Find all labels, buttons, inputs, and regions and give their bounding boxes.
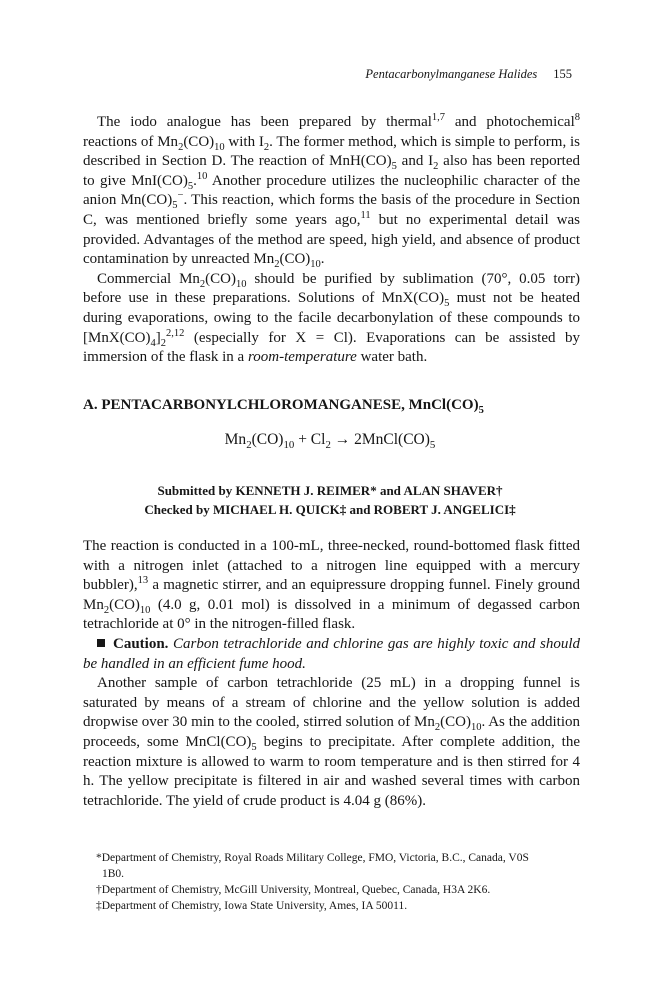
subscript: 4: [150, 337, 156, 349]
text-run: but no experimental detail was provided. Advantages of the method are speed, high yield, and absence of product contamination by unreacted Mn: [83, 211, 581, 268]
footnote-1: *Department of Chemistry, Royal Roads Military College, FMO, Victoria, B.C., Canada, V0S: [96, 852, 529, 864]
procedure-paragraph-1: [83, 537, 580, 635]
subscript: 5: [251, 741, 257, 753]
subscript: 5: [187, 180, 194, 192]
text-run: begins to precipitate. After complete addition, the reaction mixture is allowed to warm to room temperature and is then stirred for 4 h. The yellow precipitate is filtered in air and washed several times with carbon tetrachloride. The yield of crude product is 4.04 g (86%).: [83, 733, 580, 809]
reference-marker: 10: [196, 170, 208, 182]
text-run: (CO): [440, 714, 471, 731]
emphasis: room-temperature: [247, 349, 357, 366]
checked-by: Checked by MICHAEL H. QUICK‡ and ROBERT J. ANGELICI‡: [144, 502, 516, 517]
text-run: The iodo analogue has been prepared by thermal: [97, 114, 432, 130]
subscript: 10: [235, 278, 247, 290]
procedure-paragraph-2: [83, 674, 580, 811]
text-run: water bath.: [356, 349, 428, 366]
reference-marker: 2,12: [166, 327, 185, 339]
text-run: Another procedure utilizes the nucleophilic character of the anion Mn(CO): [83, 172, 580, 209]
subscript: 5: [172, 200, 178, 212]
intro-section: [83, 113, 580, 368]
submitted-by: Submitted by KENNETH J. REIMER* and ALAN SHAVER†: [157, 483, 503, 498]
text-run: and photochemical: [445, 114, 575, 130]
text-run: Commercial Mn: [97, 270, 200, 287]
text-run: with I: [224, 133, 264, 150]
text-run: ]: [155, 329, 161, 346]
text-run: (CO): [109, 596, 140, 613]
text-run: (CO): [279, 251, 311, 268]
text-run: (CO): [183, 133, 215, 150]
reaction-equation: [0, 431, 660, 452]
reference-marker: 13: [137, 575, 149, 587]
footnote-2: †Department of Chemistry, McGill University, Montreal, Quebec, Canada, H3A 2K6.: [96, 884, 491, 896]
text-run: .: [193, 172, 197, 189]
page-number: 155: [553, 67, 572, 81]
caution-label: Caution.: [113, 635, 169, 652]
equation-term: → 2MnCl(CO): [330, 431, 430, 448]
section-heading-text: A. PENTACARBONYLCHLOROMANGANESE, MnCl(CO): [83, 397, 479, 413]
subscript: 5: [429, 439, 436, 452]
subscript: 2: [160, 337, 166, 349]
subscript: 2: [199, 278, 206, 290]
reference-marker: 1,7: [431, 112, 446, 123]
subscript: 2: [263, 141, 270, 153]
text-run: . As the addition proceeds, some MnCl(CO): [83, 714, 581, 750]
running-header: [365, 67, 572, 82]
text-run: Another sample of carbon tetrachloride (25 mL) in a dropping funnel is saturated by means of a stream of chlorine and the yellow solution is added dropwise over 30 min to the cooled, stirred solution of Mn: [83, 675, 580, 731]
subscript: 10: [139, 604, 151, 616]
charge-superscript: −: [177, 190, 184, 202]
subscript: 10: [310, 259, 321, 271]
caution-text: Carbon tetrachloride and chlorine gas are highly toxic and should be handled in an efficient fume hood.: [83, 635, 581, 672]
subscript: 10: [283, 439, 295, 452]
equation-term: Mn: [224, 431, 247, 448]
subscript: 2: [246, 439, 252, 452]
subscript: 10: [214, 141, 225, 153]
subscript: 5: [478, 405, 484, 416]
footnote-1-continued: 1B0.: [102, 868, 125, 880]
subscript: 2: [103, 604, 110, 616]
text-run: (especially for X = Cl). Evaporations can be assisted by immersion of the flask in a: [83, 329, 580, 366]
section-heading: [83, 397, 583, 414]
text-run: reactions of Mn: [83, 133, 179, 150]
text-run: .: [320, 251, 325, 268]
subscript: 2: [178, 141, 184, 153]
caution-paragraph: [83, 635, 580, 674]
text-run: and I: [396, 153, 434, 170]
equation-term: + Cl: [294, 431, 326, 448]
intro-paragraph-2: [83, 270, 580, 368]
text-run: must not be heated during evaporations, owing to the facile decarbonylation of these compounds to [MnX(CO): [83, 290, 580, 346]
caution-square-icon: [97, 639, 105, 647]
text-run: (CO): [205, 270, 236, 287]
text-run: (4.0 g, 0.01 mol) is dissolved in a minimum of degassed carbon tetrachloride at 0° in the nitrogen-filled flask.: [83, 596, 580, 633]
running-title: Pentacarbonylmanganese Halides: [365, 67, 538, 81]
text-run: The reaction is conducted in a 100-mL, three-necked, round-bottomed flask fitted with a nitrogen inlet (attached to a nitrogen line equipped with a mercury bubbler),: [83, 538, 580, 594]
subscript: 2: [433, 161, 439, 173]
subscript: 5: [391, 161, 397, 173]
subscript: 2: [274, 259, 280, 271]
reference-marker: 8: [574, 112, 580, 123]
equation-term: (CO): [251, 431, 284, 448]
subscript: 10: [470, 722, 482, 734]
subscript: 2: [325, 439, 331, 452]
author-credits: [0, 481, 660, 519]
procedure-section: [83, 537, 580, 811]
text-run: also has been reported to give MnI(CO): [83, 153, 580, 189]
text-run: . The former method, which is simple to perform, is described in Section D. The reaction of MnH(CO): [83, 133, 580, 170]
text-run: a magnetic stirrer, and an equipressure dropping funnel. Finely ground Mn: [83, 577, 580, 613]
text-run: should be purified by sublimation (70°, 0.05 torr) before use in these preparations. Solutions of MnX(CO): [83, 270, 580, 307]
reference-marker: 11: [360, 209, 371, 221]
footnotes: [96, 850, 586, 914]
footnote-3: ‡Department of Chemistry, Iowa State University, Ames, IA 50011.: [96, 900, 408, 912]
intro-paragraph-1: [83, 113, 580, 270]
subscript: 2: [434, 722, 441, 734]
text-run: . This reaction, which forms the basis of the procedure in Section C, was mentioned briefly some years ago,: [83, 192, 580, 228]
subscript: 5: [444, 298, 450, 310]
